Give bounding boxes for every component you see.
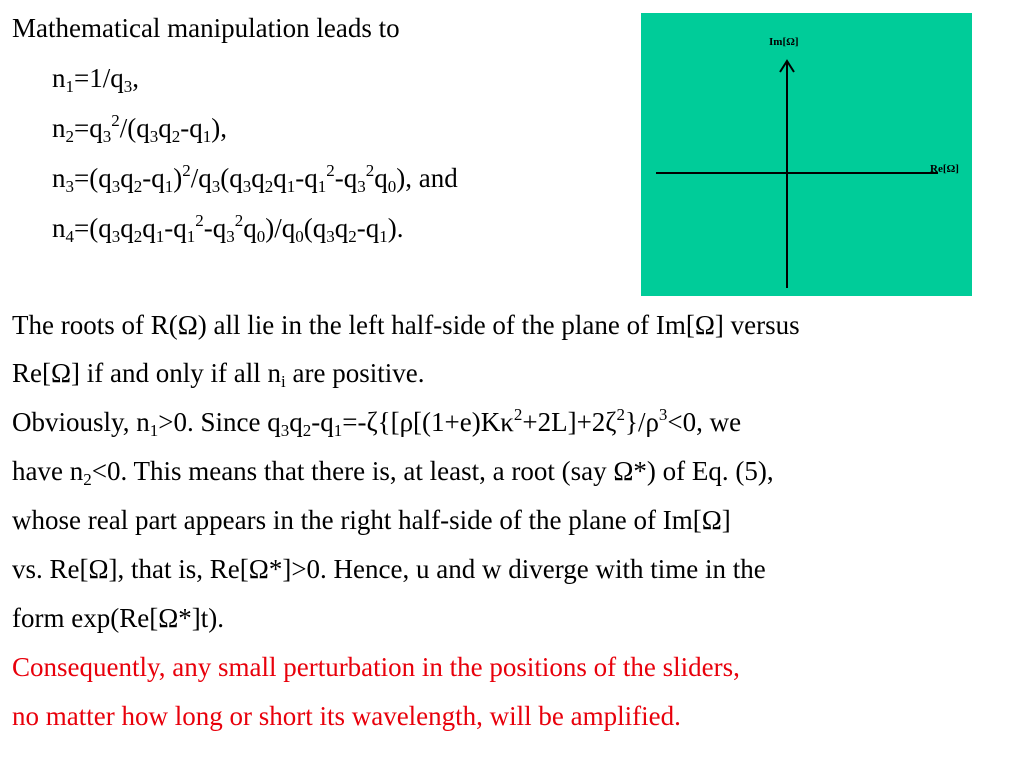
y-axis-label: Im[Ω] bbox=[769, 36, 799, 48]
intro-text: Mathematical manipulation leads to bbox=[12, 13, 400, 43]
paragraph1-line2: Re[Ω] if and only if all $n_i$ are positive. bbox=[12, 358, 425, 391]
paragraph2-line3: whose real part appears in the right half-side of the plane of Im[Ω] bbox=[12, 505, 731, 535]
complex-plane-figure bbox=[641, 13, 972, 296]
equation-n2: $n_2=q_3^2/(q_3q_2-q_1)$, bbox=[52, 111, 227, 146]
paragraph2-line2: have $n_2<0$. This means that there is, at least, a root (say Ω*) of Eq. (5), bbox=[12, 456, 774, 489]
equation-n4: $n_4=(q_3q_2q_1-q_1^2-q_3^2q_0)/q_0(q_3q_2-q_1)$. bbox=[52, 211, 404, 246]
paragraph1-line1: The roots of R(Ω) all lie in the left half-side of the plane of Im[Ω] versus bbox=[12, 310, 800, 340]
paragraph2-line1: Obviously, $n_1>0$. Since $q_3q_2-q_1=-\zeta\{[\rho[(1+e)K\kappa^2+2L]+2\zeta^2\}/\rho^3<0$, we bbox=[12, 405, 742, 440]
conclusion-line1: Consequently, any small perturbation in the positions of the sliders, bbox=[12, 652, 740, 682]
paragraph2-line4: vs. Re[Ω], that is, Re[Ω*]>0. Hence, u and w diverge with time in the bbox=[12, 554, 766, 584]
conclusion-line2: no matter how long or short its wavelength, will be amplified. bbox=[12, 701, 681, 731]
complex-plane-axes bbox=[641, 13, 972, 296]
equation-n1: $n_1=1/q_3$, bbox=[52, 63, 139, 96]
equation-n3: $n_3=(q_3q_2-q_1)^2/q_3(q_3q_2q_1-q_1^2-q_3^2q_0)$, and bbox=[52, 161, 458, 196]
x-axis-label: Re[Ω] bbox=[930, 163, 959, 175]
paragraph2-line5: form exp(Re[Ω*]t). bbox=[12, 603, 224, 633]
